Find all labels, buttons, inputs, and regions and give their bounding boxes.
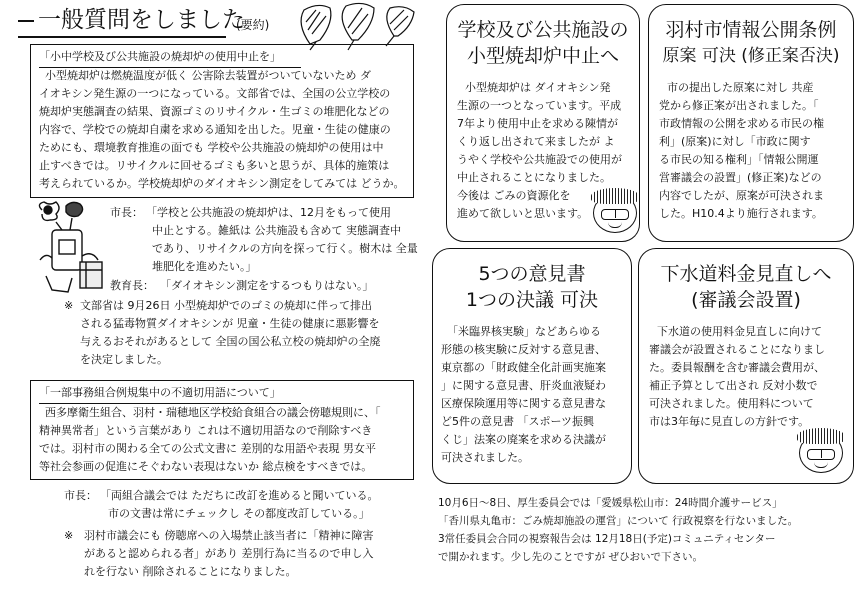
disclosure-article	[648, 4, 854, 242]
question2-note-mark: ※	[64, 529, 74, 542]
page-title	[18, 4, 245, 38]
question1-line: 焼却炉実態調査の結果、資源ゴミのリサイクル・生ゴミの堆肥化などの	[39, 105, 390, 118]
question2-note-line: があると認められる者」があり 差別行為に当るので申し入	[84, 547, 374, 560]
disclosure-body-line: 党から修正案が出されました。「	[659, 99, 819, 112]
incinerator-body-line: 中止されることになりました。	[457, 171, 611, 184]
sewer-title-line2: (審議会設置)	[691, 289, 801, 311]
report-line: で開かれます。少し先のことですが ぜひおいで下さい。	[438, 551, 703, 563]
sewer-article	[638, 248, 854, 484]
sewer-body-line: 市は3年毎に見直しの方針です。	[649, 415, 810, 428]
disclosure-title-line1: 羽村市情報公開条例	[665, 19, 837, 41]
question1-line: ためにも、環境教育推進の面でも 学校や公共施設の焼却炉の使用は中	[39, 141, 384, 154]
author-face-icon	[593, 193, 637, 233]
opinions-body-line: 東京都の「財政健全化計画実施案	[441, 361, 606, 374]
title-subtitle: (要約)	[236, 18, 270, 32]
opinions-body-line: 「米臨界核実験」などあらゆる	[447, 325, 601, 338]
question2-line: 精神異常者」という言葉があり これは不適切用語なので削除すべき	[39, 424, 373, 437]
incinerator-body-line: 7年より使用中止を求める陳情が	[457, 117, 618, 130]
author-face-icon	[799, 433, 843, 473]
question2-heading: 「一部事務組合例規集中の不適切用語について」	[39, 386, 281, 399]
question1-line: 止すべきでは。リサイクルに回せるゴミも多いと思うが、具体的施策は	[39, 159, 390, 172]
disclosure-body-line: 利」(原案)に対し「市政に関す	[659, 135, 811, 148]
disclosure-title-line2: 原案 可決 (修正案否決)	[662, 46, 840, 66]
question1-mayor-label: 市長：	[110, 206, 143, 219]
opinions-article	[432, 248, 632, 484]
incinerator-body-line: 今後は ごみの資源化を	[457, 189, 571, 202]
question1-note-line: される猛毒物質ダイオキシンが 児童・生徒の健康に悪影響を	[80, 317, 380, 330]
sewer-body-line: 可決されました。使用料について	[649, 397, 814, 410]
question1-mayor-line: 中止とする。雑紙は 公共施設も含めて 実態調査中	[152, 224, 401, 237]
opinions-body-line: 区療保険運用等に関する意見書な	[441, 397, 606, 410]
incinerator-article	[446, 4, 640, 242]
question1-line: イオキシン発生源の一つになっている。文部省では、全国の公立学校の	[39, 87, 391, 100]
question1-edu-label: 教育長：	[110, 279, 154, 292]
question2-line: 西多摩衛生組合、羽村・瑞穂地区学校給食組合の議会傍聴規則に、「	[45, 406, 381, 419]
question2-note-line: 羽村市議会にも 傍聴席への入場禁止該当者に「精神に障害	[84, 529, 374, 542]
incinerator-body-line: 生源の一つとなっています。平成	[457, 99, 622, 112]
disclosure-body-line: 市政情報の公開を求める市民の権	[659, 117, 824, 130]
question1-note-line: 文部省は 9月26日 小型焼却炉でのゴミの焼却に伴って排出	[80, 299, 372, 312]
question1-mayor-line: であり、リサイクルの方向を探って行く。樹木は 全量	[152, 242, 418, 255]
question2-line: 等社会参画の促進にそぐわない表現はないか 総点検をすべきでは。	[39, 460, 373, 473]
incinerator-body-line: くり返し出されて来ましたが よ	[457, 135, 615, 148]
question1-line: 小型焼却炉は燃焼温度が低く 公害除去装置がついていないため ダ	[45, 69, 371, 82]
opinions-body-line: ど5件の意見書 「スポーツ振興	[441, 415, 595, 428]
opinions-title-line1: 5つの意見書	[478, 263, 586, 285]
title-left-dash	[18, 20, 34, 22]
incinerator-illustration	[32, 200, 112, 296]
sewer-body-line: 審議会が設置されることになりまし	[649, 343, 825, 356]
question1-note-line: 与えるおそれがあるとして 全国の国公私立校の焼却炉の全廃	[80, 335, 381, 348]
disclosure-body-line: 内容でしたが、原案が可決されま	[659, 189, 824, 202]
question2-box	[30, 380, 414, 480]
incinerator-body-line: 進めて欲しいと思います。	[457, 207, 589, 220]
question1-note-line: を決定しました。	[80, 353, 168, 366]
opinions-body-line: 」に関する意見書、肝炎血液疑わ	[441, 379, 606, 392]
question2-mayor-line: 市の文書は常にチェックし その都度改訂している。」	[108, 507, 370, 520]
question1-heading: 「小中学校及び公共施設の焼却炉の使用中止を」	[39, 50, 281, 63]
incinerator-body-line: 小型焼却炉は ダイオキシン発	[465, 81, 611, 94]
question1-edu-answer: 「ダイオキシン測定をするつもりはない。」	[160, 279, 374, 292]
opinions-body-line: 可決されました。	[441, 451, 529, 464]
disclosure-body-line: 営審議会の設置」(修正案)などの	[659, 171, 822, 184]
title-underline	[18, 36, 226, 38]
report-line: 10月6日～8日、厚生委員会では「愛媛県松山市：24時間介護サービス」	[438, 497, 783, 509]
question1-box	[30, 44, 414, 198]
incinerator-title-line2: 小型焼却炉中止へ	[466, 45, 619, 67]
sewer-title-line1: 下水道料金見直しへ	[660, 263, 832, 285]
opinions-body-line: 形態の核実験に反対する意見書、	[441, 343, 606, 356]
sewer-body-line: 補正予算として出され 反対小数で	[649, 379, 818, 392]
incinerator-title-line1: 学校及び公共施設の	[457, 19, 629, 41]
disclosure-body-line: る市民の知る権利」「情報公開運	[659, 153, 819, 166]
opinions-body-line: くじ」法案の廃案を求める決議が	[441, 433, 606, 446]
question1-line: 内容で、学校での焼却自粛を求める通知を出した。児童・生徒の健康の	[39, 123, 391, 136]
disclosure-body-line: した。H10.4より施行されます。	[659, 207, 823, 220]
question1-note-mark: ※	[64, 299, 74, 312]
sewer-body-line: 下水道の使用料金見直しに向けて	[657, 325, 822, 338]
question2-mayor-label: 市長：	[64, 489, 97, 502]
disclosure-body-line: 市の提出した原案に対し 共産	[667, 81, 814, 94]
report-line: 3常任委員会合同の視察報告会は 12月18日(予定)コミュニティセンター	[438, 533, 776, 545]
question2-line: では。羽村市の関わる全ての公式文書に 差別的な用語や表現 男女平	[39, 442, 376, 455]
incinerator-body-line: うやく学校や公共施設での使用が	[457, 153, 622, 166]
question2-mayor-line: 「両組合議会では ただちに改訂を進めると聞いている。	[100, 489, 379, 502]
sewer-body-line: た。委員報酬を含む審議会費用が、	[649, 361, 825, 374]
question1-line: 考えられているか。学校焼却炉のダイオキシン測定をしてみては どうか。	[39, 177, 405, 190]
question1-mayor-line: 「学校と公共施設の焼却炉は、12月をもって使用	[146, 206, 391, 219]
question1-mayor-line: 堆肥化を進めたい。」	[152, 260, 257, 273]
report-line: 「香川県丸亀市：ごみ焼却施設の運営」について 行政視察を行ないました。	[438, 515, 799, 527]
title-text: 一般質問をしました	[38, 7, 245, 33]
question2-note-line: れを行ない 削除されることになりました。	[84, 565, 297, 578]
opinions-title-line2: 1つの決議 可決	[465, 289, 599, 311]
